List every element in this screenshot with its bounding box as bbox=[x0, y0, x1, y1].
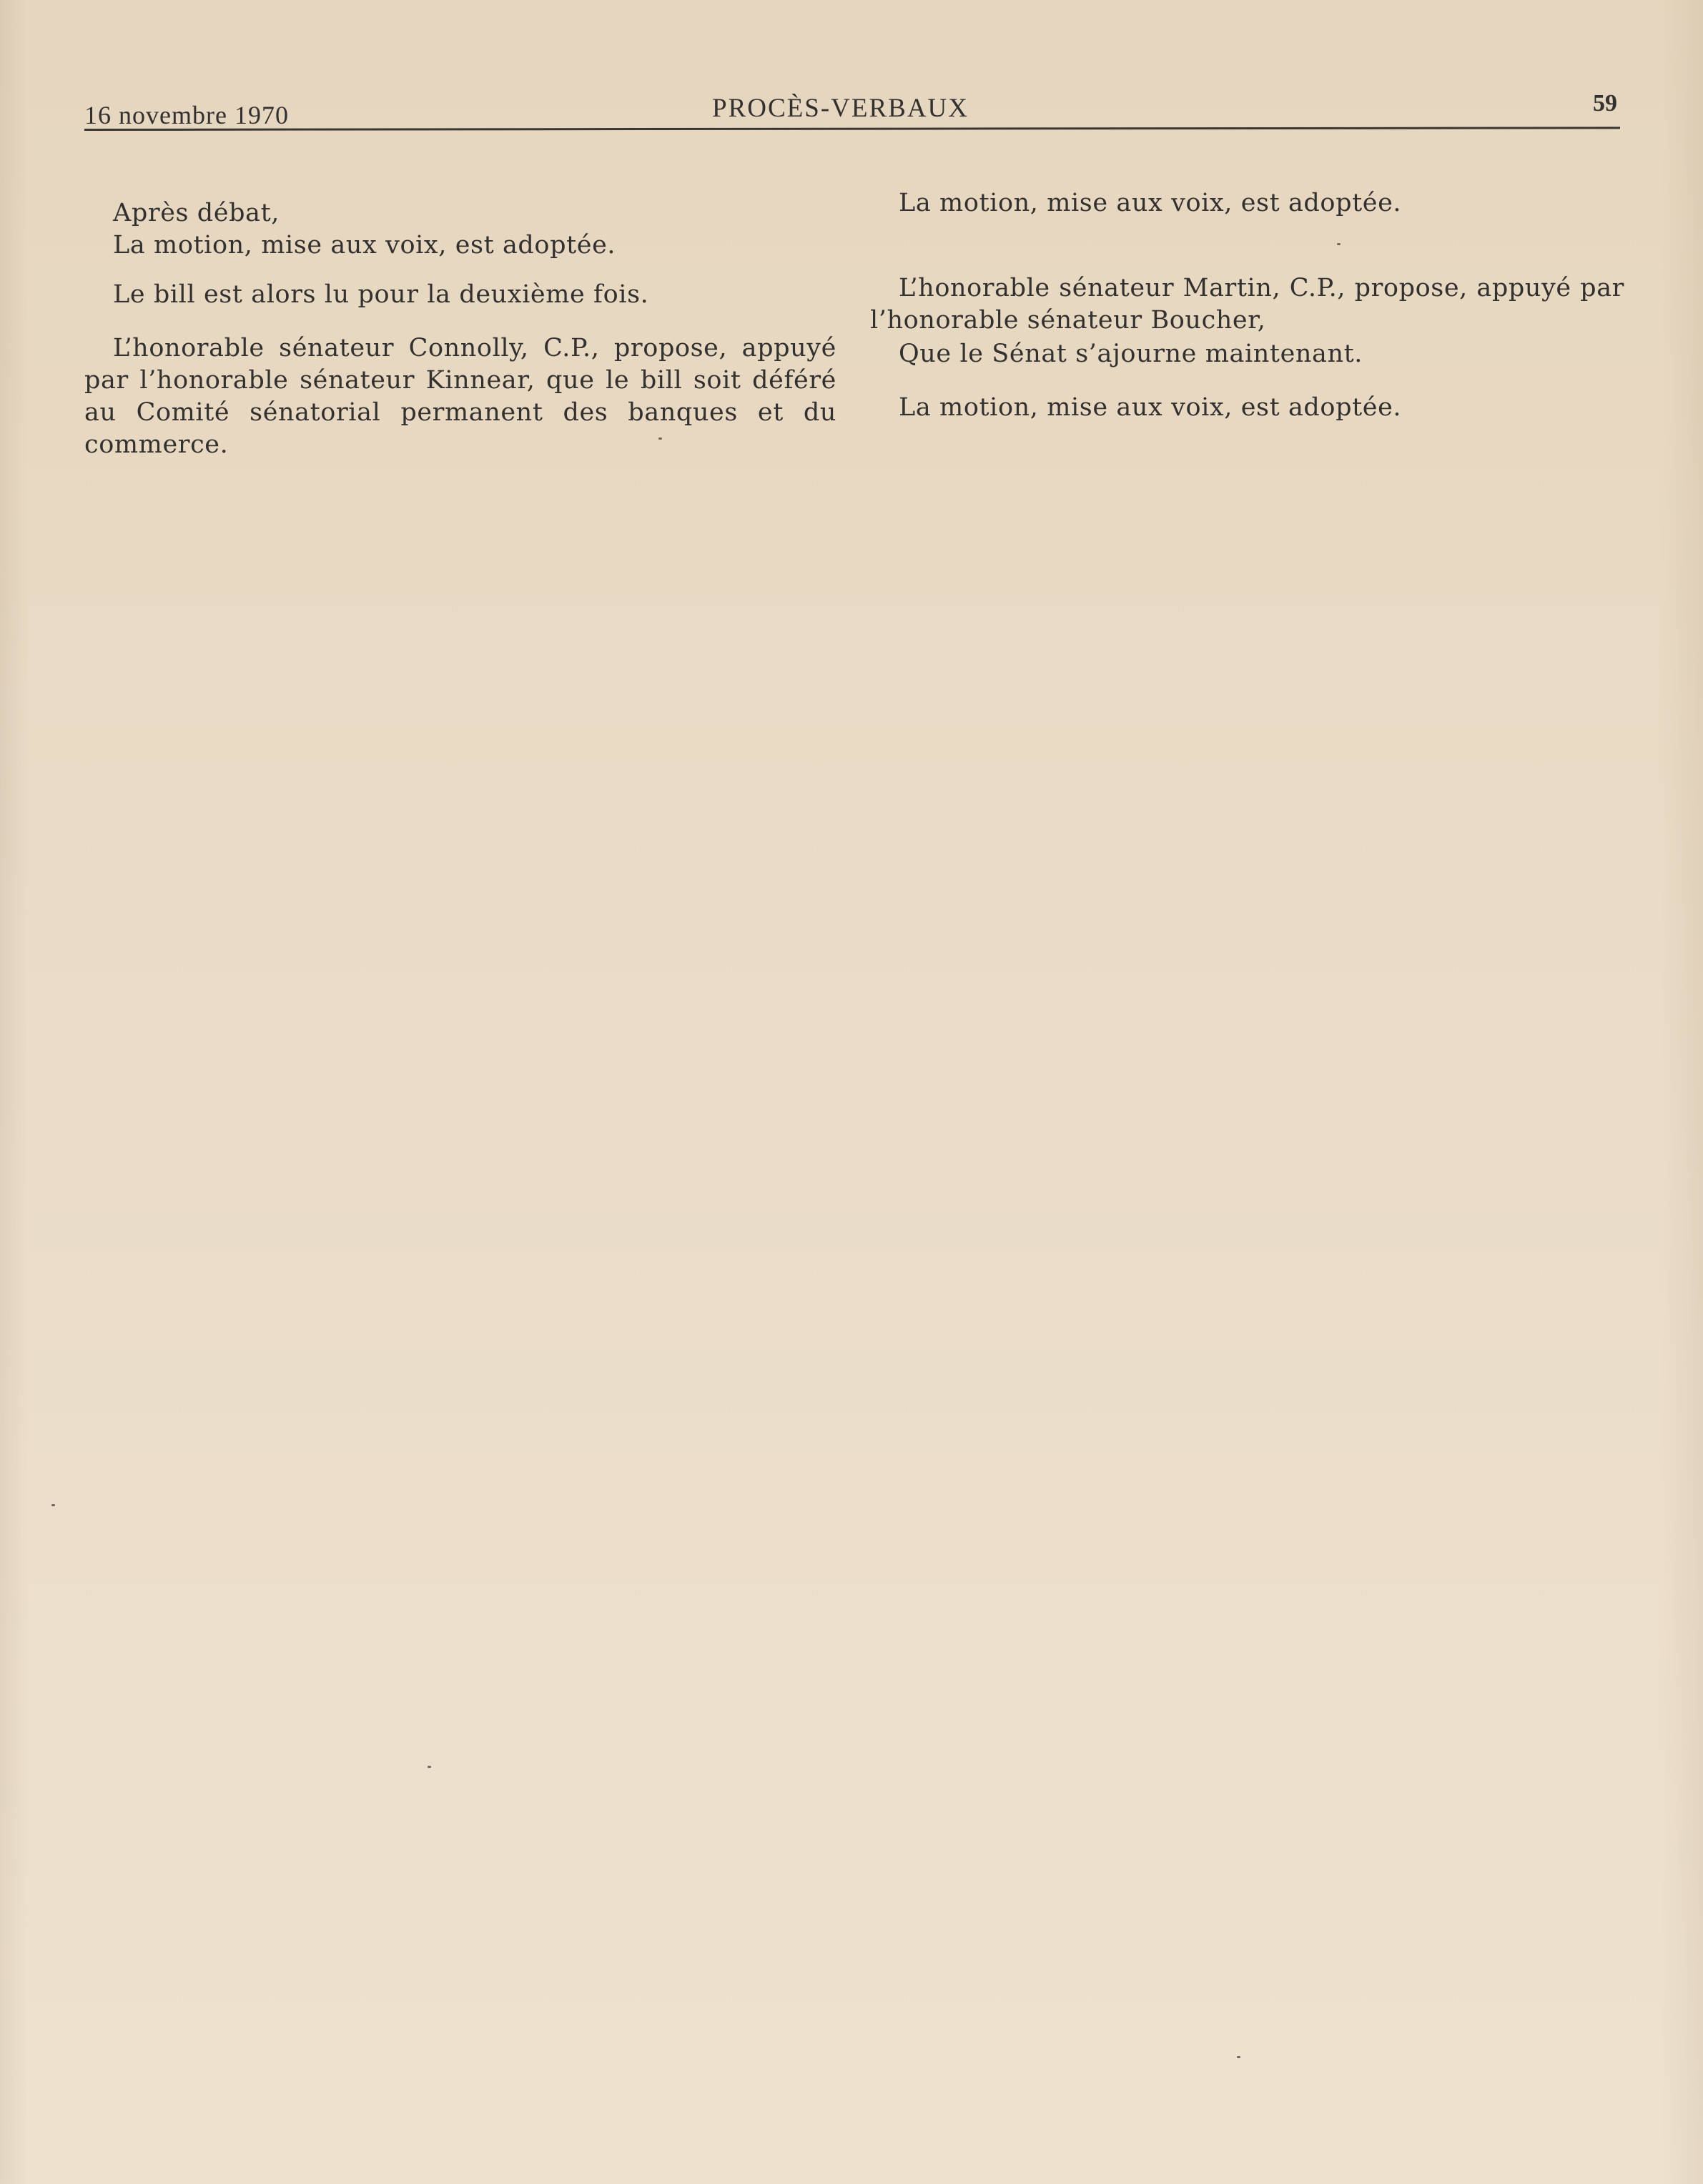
paper-speck bbox=[51, 1504, 55, 1506]
header-date: 16 novembre 1970 bbox=[84, 101, 289, 129]
paragraph-gap bbox=[84, 262, 836, 279]
left-line-motion-adopted: La motion, mise aux voix, est adoptée. bbox=[113, 231, 616, 260]
right-line-motion-adopted: La motion, mise aux voix, est adoptée. bbox=[899, 189, 1402, 217]
right-paragraph-martin-motion: L’honorable sénateur Martin, C.P., propose, appuyé par l’honorable sénateur Boucher, bbox=[870, 274, 1624, 335]
paragraph-gap bbox=[84, 311, 836, 332]
paper-speck bbox=[1237, 2056, 1240, 2058]
page-number: 59 bbox=[1593, 90, 1617, 117]
header-title: PROCÈS-VERBAUX bbox=[712, 94, 969, 123]
left-line-second-reading: Le bill est alors lu pour la deuxième fois. bbox=[113, 280, 649, 309]
paper-speck bbox=[658, 438, 662, 440]
paper-speck bbox=[1337, 243, 1341, 245]
right-line-adjourn: Que le Sénat s’ajourne maintenant. bbox=[899, 340, 1363, 368]
left-line-apres-debat: Après débat, bbox=[113, 199, 280, 227]
right-line-motion-adopted-final: La motion, mise aux voix, est adoptée. bbox=[899, 393, 1402, 422]
paragraph-gap bbox=[870, 370, 1624, 392]
paragraph-gap bbox=[870, 219, 1624, 272]
paper-speck bbox=[428, 1766, 431, 1768]
left-column bbox=[84, 197, 836, 461]
right-column bbox=[870, 187, 1624, 424]
left-paragraph-connolly-motion: L’honorable sénateur Connolly, C.P., propose, appuyé par l’honorable sénateur Kinnear, que le bill soit déféré au Comité sénatorial permanent des banques et du commerce. bbox=[84, 334, 836, 459]
